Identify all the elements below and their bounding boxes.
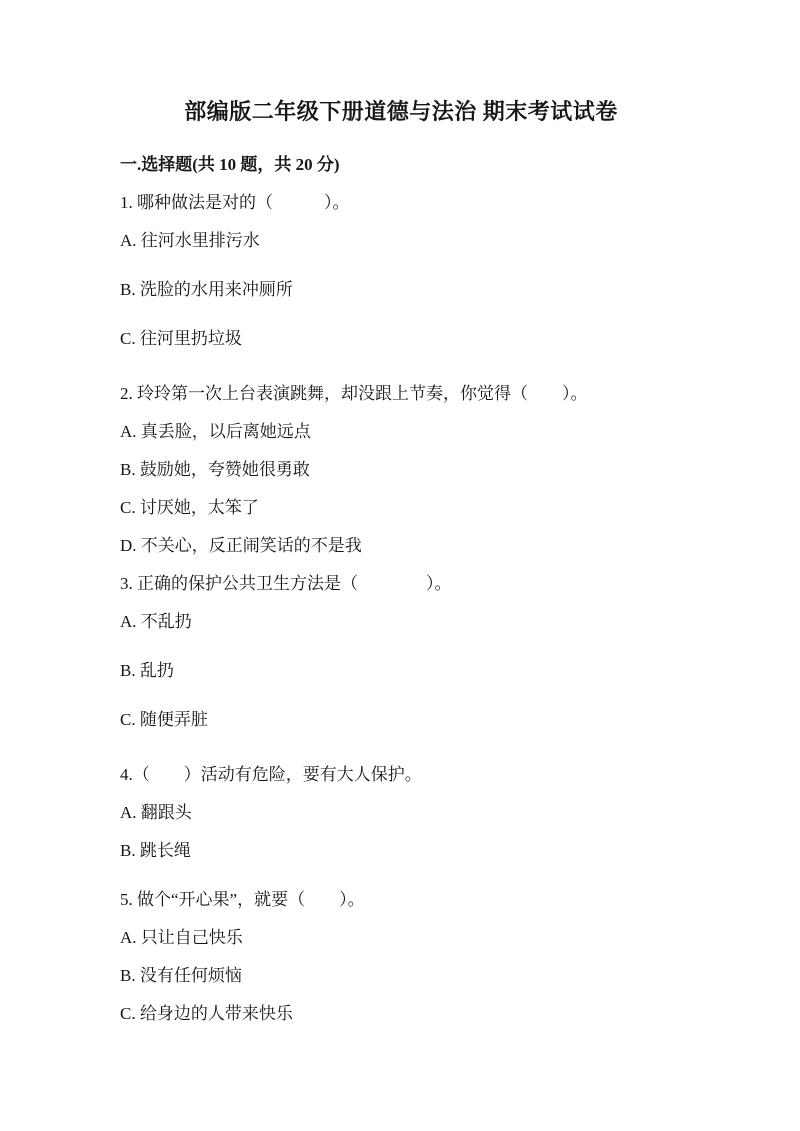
question-4-text: 4.（ ）活动有危险，要有大人保护。 [120,765,422,784]
question-4-option-b: B. 跳长绳 [120,841,191,860]
question-3-option-b: B. 乱扔 [120,661,174,680]
question-1-text: 1. 哪种做法是对的（ ）。 [120,193,350,212]
question-3-text: 3. 正确的保护公共卫生方法是（ ）。 [120,574,452,593]
question-2-option-c: C. 讨厌她，太笨了 [120,498,259,517]
question-5-option-a: A. 只让自己快乐 [120,928,243,947]
question-2-option-a: A. 真丢脸，以后离她远点 [120,422,311,441]
question-5-option-b: B. 没有任何烦恼 [120,966,242,985]
document-title: 部编版二年级下册道德与法治 期末考试试卷 [184,99,618,124]
question-3-option-a: A. 不乱扔 [120,612,192,631]
section-heading-multiple-choice: 一.选择题(共 10 题，共 20 分) [120,155,340,174]
question-5-option-c: C. 给身边的人带来快乐 [120,1004,293,1023]
question-2-option-d: D. 不关心，反正闹笑话的不是我 [120,536,362,555]
question-2-text: 2. 玲玲第一次上台表演跳舞，却没跟上节奏，你觉得（ ）。 [120,384,588,403]
question-3-option-c: C. 随便弄脏 [120,710,208,729]
question-1-option-b: B. 洗脸的水用来冲厕所 [120,280,293,299]
question-1-option-c: C. 往河里扔垃圾 [120,329,242,348]
question-2-option-b: B. 鼓励她，夸赞她很勇敢 [120,460,310,479]
question-5-text: 5. 做个“开心果”，就要（ ）。 [120,890,365,909]
question-1-option-a: A. 往河水里排污水 [120,231,260,250]
question-4-option-a: A. 翻跟头 [120,803,192,822]
